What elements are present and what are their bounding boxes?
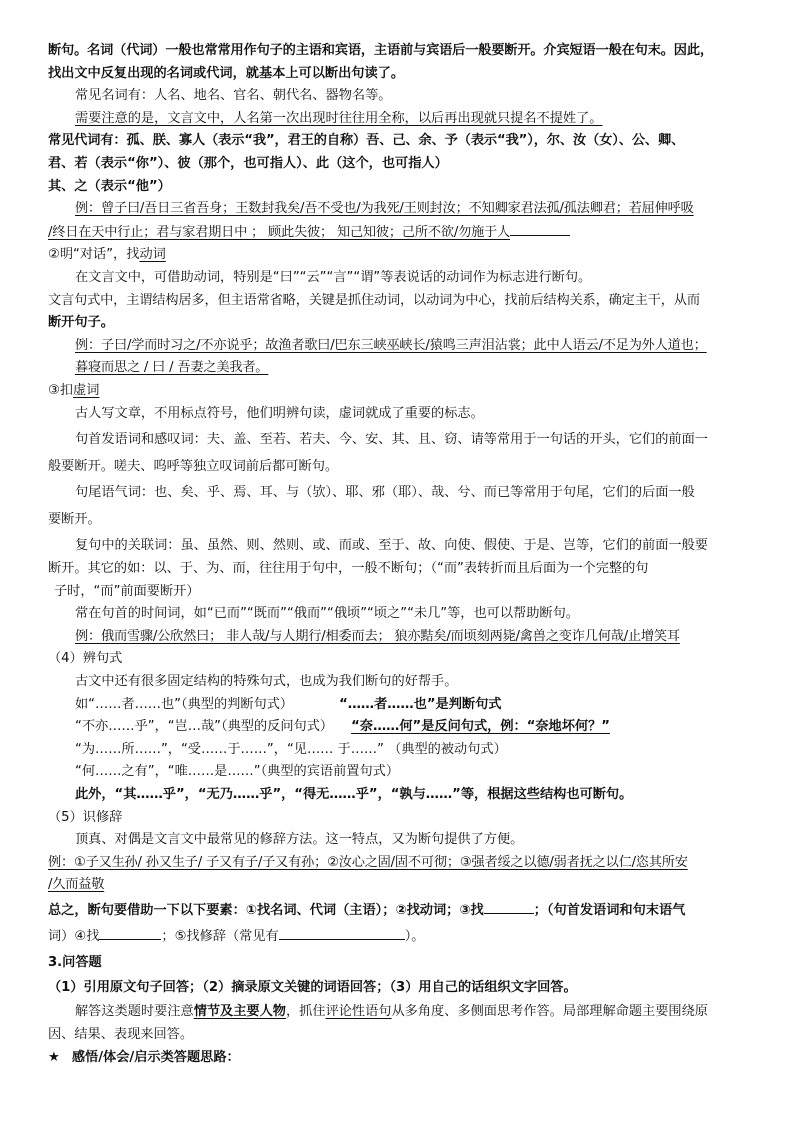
pattern-line: “不亦……乎”，“岂…哉”（典型的反问句式） “奈……何”是反问句式，例：“奈地坏何？”	[75, 719, 610, 735]
keyword: 评论性语句	[325, 1004, 392, 1020]
star-icon: ★	[48, 1049, 60, 1065]
pattern-line: “何……之有”，“唯……是……”（典型的宾语前置句式）	[75, 764, 400, 780]
text-line: 其、之（表示“他”）	[48, 178, 171, 194]
example-text: 例：子曰/学而时习之/不亦说乎；故渔者歌曰/巴东三峡巫峡长/猿鸣三声泪沾裳；此中人语云/不足为外人道也；	[75, 337, 707, 353]
text-line: 文言句式中，主谓结构居多，但主语常省略，关键是抓住动词，以动词为中心，找前后结构关系，确定主干，从而	[48, 292, 700, 308]
example-text: /终日在天中行止；君与家君期日中 ； 顾此失彼； 知己知彼；己所不欲/勿施于人	[48, 224, 511, 240]
section-heading: （4）辨句式	[48, 651, 123, 667]
text-line: 要断开。	[48, 511, 101, 527]
example-text: /久而益敬	[48, 877, 105, 893]
section-heading: 3.问答题	[48, 955, 102, 971]
section-heading: ③扣虚词	[48, 382, 100, 398]
text-line: 般要断开。嗟夫、呜呼等独立叹词前后都可断句。	[48, 458, 339, 474]
pattern-line: “为……所……”，“受……于……”，“见…… 于……” （典型的被动句式）	[75, 741, 507, 757]
example-line	[48, 874, 750, 897]
text-line: 古文中还有很多固定结构的特殊句式，也成为我们断句的好帮手。	[75, 674, 458, 690]
keyword: 虚词	[73, 382, 100, 398]
example-line	[48, 626, 750, 649]
section-heading: ★ 感悟/体会/启示类答题思路：	[48, 1049, 240, 1065]
text-line: 因、结果、表现来回答。	[48, 1026, 194, 1042]
fill-blank[interactable]	[484, 899, 534, 914]
section-heading: ②明“对话”，找动词	[48, 247, 166, 263]
text-line: 断句。名词（代词）一般也常常用作句子的主语和宾语，主语前与宾语后一般要断开。介宾短语一般在句末。因此，	[48, 43, 713, 58]
text-line: 常见名词有：人名、地名、官名、朝代名、器物名等。	[75, 88, 392, 104]
text-line	[48, 108, 750, 131]
fill-blank[interactable]	[279, 925, 405, 940]
text-line: 君、若（表示“你”）、彼（那个，也可指人）、此（这个，也可指人）	[48, 155, 448, 171]
pattern-line: 如“……者……也”（典型的判断句式） “……者……也”是判断句式	[75, 696, 502, 712]
example-line	[48, 198, 750, 221]
example-line	[48, 357, 750, 380]
summary-line: 词）④找 ；⑤找修辞（常见有 ）。	[48, 925, 750, 949]
underlined-note: 需要注意的是，文言文中，人名第一次出现时往往用全称，以后再出现就只提名不提姓了。	[75, 110, 603, 126]
example-line	[48, 852, 750, 875]
pattern-example: “奈……何”是反问句式，例：“奈地坏何？”	[351, 719, 610, 735]
document-page	[48, 40, 750, 1069]
underline-tail	[510, 221, 570, 236]
text-line: 句首发语词和感叹词：夫、盖、至若、若夫、今、安、其、且、窃、请等常用于一句话的开头，它们的前面一	[75, 432, 708, 448]
keyword: 情节及主要人物	[193, 1004, 286, 1020]
text-line: 找出文中反复出现的名词或代词，就基本上可以断出句读了。	[48, 65, 405, 81]
text-line: 在文言文中，可借助动词，特别是“曰”“云”“言”“谓”等表说话的动词作为标志进行断句。	[75, 269, 592, 285]
summary-line: 总之，断句要借助一下以下要素：①找名词、代词（主语）；②找动词；③找 ；（句首发语词和句末语气	[48, 899, 750, 923]
fill-blank[interactable]	[99, 925, 161, 940]
text-line: 常见代词有：孤、朕、寡人（表示“我”，君王的自称）吾、己、余、予（表示“我”），尔、汝（女）、公、卿、	[48, 133, 685, 149]
text-line: 断开。其它的如：以、于、为、而，往往用于句中，一般不断句；（“而”表转折而且后面为一个完整的句	[48, 561, 649, 577]
text-line: 句尾语气词：也、矣、乎、焉、耳、与（欤）、耶、邪（耶）、哉、兮、而已等常用于句尾，它们的后面一般	[75, 485, 695, 501]
text-line: 常在句首的时间词，如“已而”“既而”“俄而”“俄顷”“顷之”“未几”等，也可以帮助断句。	[75, 606, 579, 622]
text-line: 子时，“而”前面要断开）	[54, 583, 200, 599]
example-text: 例：①子又生孙/ 孙又生子/ 子又有子/子又有孙；②汝心之固/固不可彻；③强者绥之以德/弱者抚之以仁/恣其所安	[48, 854, 688, 870]
text-line: 断开句子。	[48, 315, 114, 331]
text-line: 复句中的关联词：虽、虽然、则、然则、或、而或、至于、故、向使、假使、于是、岂等，它们的前面一般要	[75, 538, 708, 554]
text-line: 解答这类题时要注意情节及主要人物，抓住评论性语句从多角度、多侧面思考作答。局部理解命题主要围绕原	[75, 1004, 708, 1020]
text-line: （1）引用原文句子回答；（2）摘录原文关键的词语回答；（3）用自己的话组织文字回答。	[48, 979, 577, 995]
example-line	[48, 335, 750, 358]
example-text: 例：曾子曰/吾日三省吾身；王数封我矣/吾不受也/为我死/王则封汝；不知卿家君法孤/孤法卿君；若屈伸呼吸	[75, 201, 694, 217]
example-text: 例：俄而雪骤/公欣然曰； 非人哉/与人期行/相委而去； 狼亦黠矣/而顷刻两毙/禽兽之变诈几何哉/止增笑耳	[75, 628, 680, 644]
example-line	[48, 221, 750, 245]
text-line: 此外，“其……乎”，“无乃……乎”，“得无……乎”，“孰与……”等，根据这些结构也可断句。	[75, 787, 633, 802]
text-line: 顶真、对偶是文言文中最常见的修辞方法。这一特点，又为断句提供了方便。	[75, 832, 524, 848]
example-text: 暮寝而思之 / 曰 / 吾妻之美我者。	[75, 360, 269, 376]
text-line: 古人写文章，不用标点符号，他们明辨句读，虚词就成了重要的标志。	[75, 405, 484, 421]
keyword: 动词	[139, 247, 166, 263]
section-heading: （5）识修辞	[48, 809, 123, 825]
